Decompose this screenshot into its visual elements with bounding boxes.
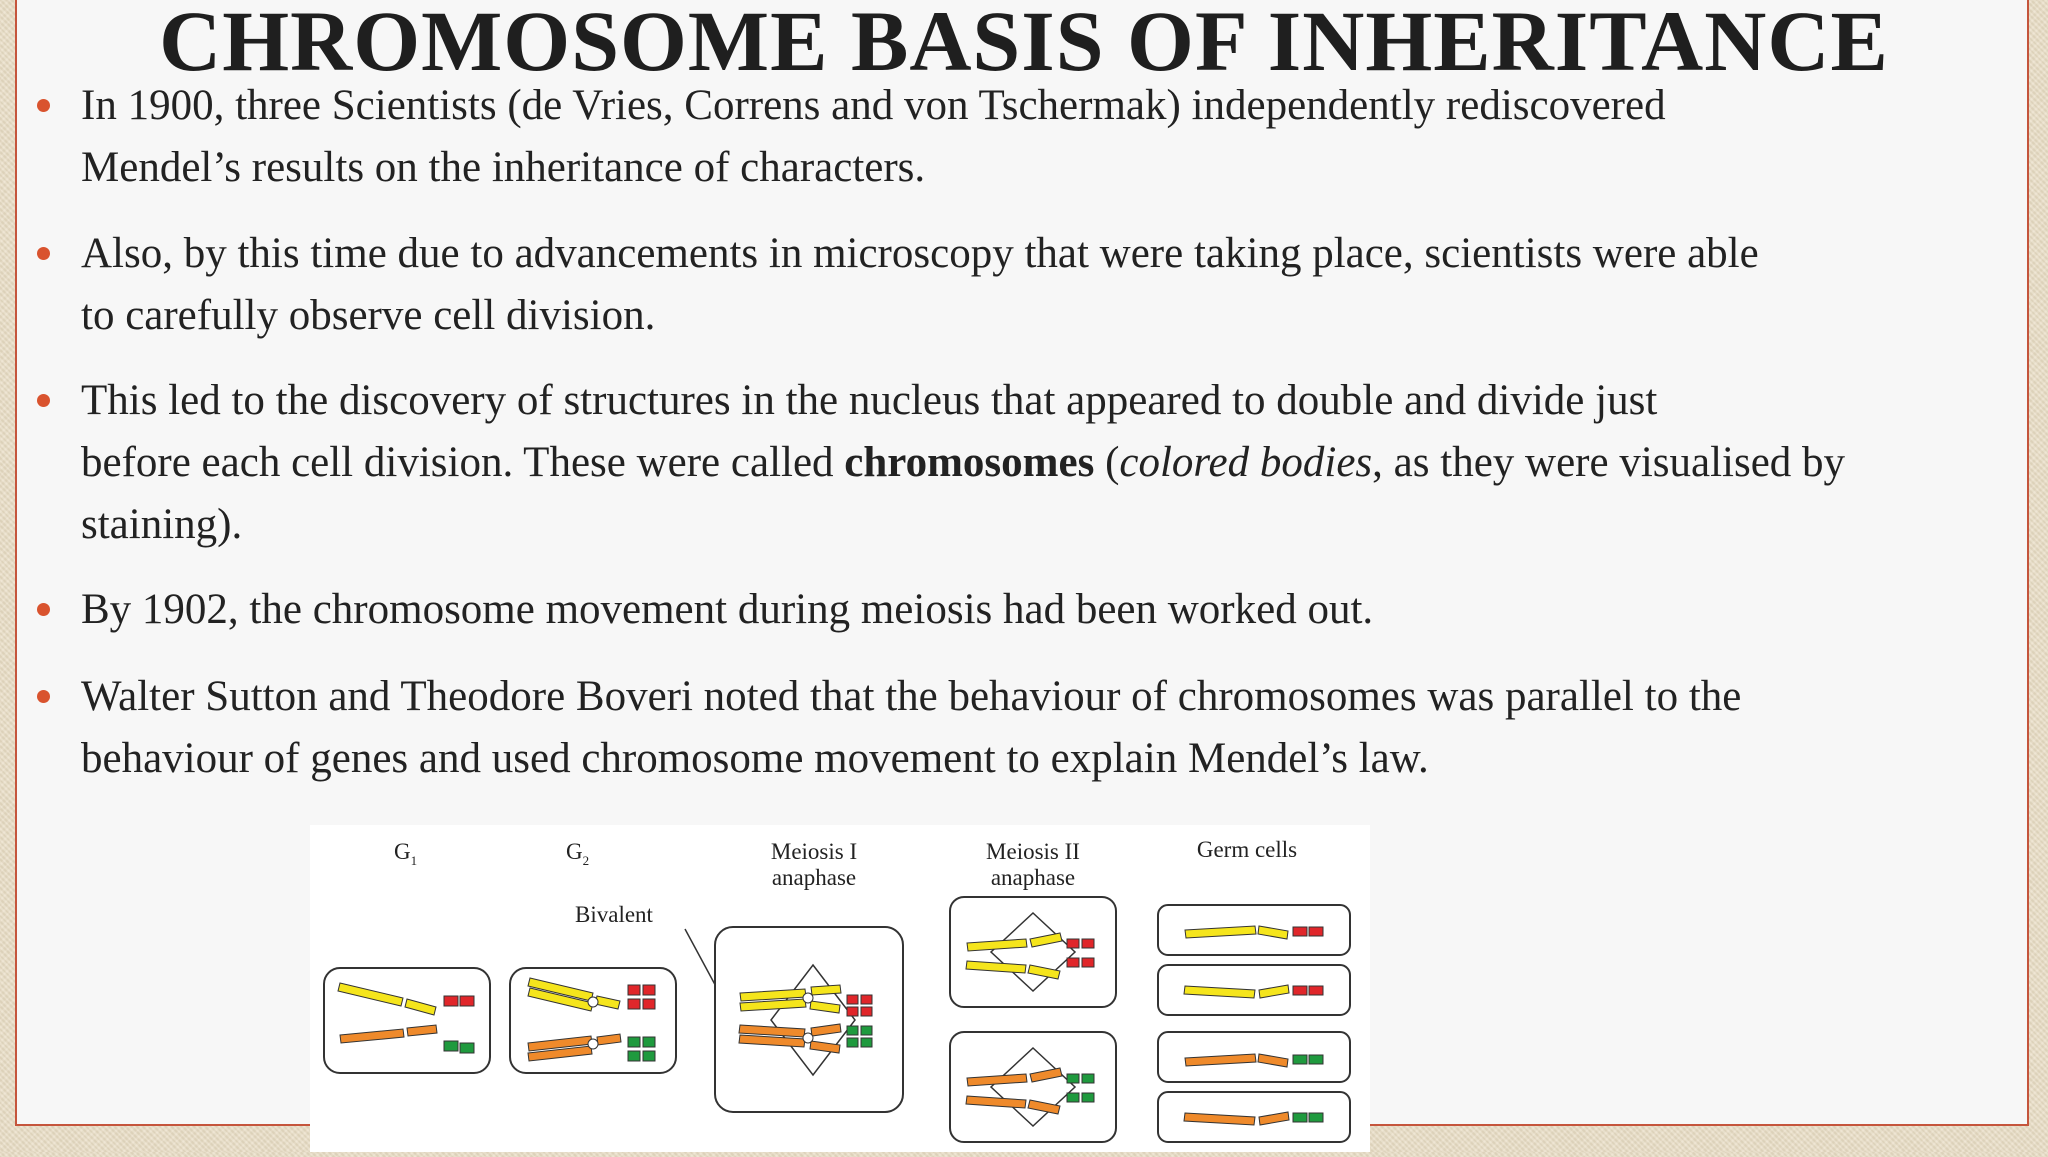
chromosome-green: [1293, 1055, 1307, 1064]
chromosome-red: [1067, 939, 1079, 948]
label-meiosis1-line1: Meiosis I: [770, 839, 858, 864]
chromosome-green: [460, 1043, 474, 1053]
bullet-text-1: In 1900, three Scientists (de Vries, Correns and von Tschermak) independently rediscovered Mendel’s results on the inheritance of characters.: [81, 82, 1666, 191]
chromosome-red: [643, 999, 655, 1009]
chromosome-red: [460, 996, 474, 1006]
cell-g1: [324, 968, 490, 1073]
bullet-3-text-after: , as they were visualised by staining).: [81, 439, 1846, 548]
chromosome-green: [861, 1038, 872, 1047]
label-meiosis2-line1: Meiosis II: [986, 839, 1080, 864]
chromosome-green: [1082, 1074, 1094, 1083]
chromosome-green: [1067, 1093, 1079, 1102]
chromosome-green: [444, 1041, 458, 1051]
chromosome-green: [861, 1026, 872, 1035]
label-meiosis2-line2: anaphase: [990, 865, 1076, 890]
bullet-dot-icon: [37, 99, 50, 112]
bullet-dot-icon: [37, 394, 50, 407]
bullet-text-4: By 1902, the chromosome movement during meiosis had been worked out.: [81, 586, 1374, 633]
label-g2: $G_2$: [566, 839, 590, 868]
label-germ-cells: Germ cells: [1196, 837, 1298, 862]
bullet-3-text-before: This led to the discovery of structures in the nucleus that appeared to double and divide just before each cell division. These were called: [81, 377, 1658, 486]
chromosome-yellow: [811, 985, 841, 995]
chromosome-green: [1082, 1093, 1094, 1102]
chromosome-red: [861, 995, 872, 1004]
chromosome-red: [847, 995, 858, 1004]
centromere: [803, 993, 813, 1003]
chromosome-green: [643, 1037, 655, 1047]
chromosomes-term: chromosomes: [844, 439, 1095, 486]
chromosome-diagram: [310, 825, 1370, 1152]
chromosome-red: [1293, 927, 1307, 936]
chromosome-green: [1309, 1055, 1323, 1064]
chromosome-red: [1082, 958, 1094, 967]
bullet-3-text-mid: (: [1094, 439, 1120, 486]
bullet-text-2: Also, by this time due to advancements in microscopy that were taking place, scientists were able to carefully observe cell division.: [81, 230, 1759, 339]
colored-bodies-term: colored bodies: [1119, 439, 1373, 486]
chromosome-green: [643, 1051, 655, 1061]
label-g1: $G_1$: [394, 839, 418, 868]
chromosome-red: [1293, 986, 1307, 995]
label-meiosis1-line2: anaphase: [771, 865, 857, 890]
chromosome-green: [628, 1051, 640, 1061]
bullet-dot-icon: [37, 247, 50, 260]
chromosome-green: [847, 1026, 858, 1035]
chromosome-red: [1067, 958, 1079, 967]
chromosome-red: [444, 996, 458, 1006]
chromosome-green: [1067, 1074, 1079, 1083]
slide-title: CHROMOSOME BASIS OF INHERITANCE: [159, 0, 1889, 89]
chromosome-red: [847, 1007, 858, 1016]
bullet-text-5: Walter Sutton and Theodore Boveri noted that the behaviour of chromosomes was parallel to the behaviour of genes and used chromosome movement to explain Mendel’s law.: [81, 673, 1742, 782]
centromere: [803, 1033, 813, 1043]
chromosome-green: [1293, 1113, 1307, 1122]
centromere: [588, 1039, 598, 1049]
chromosome-diagram-svg: [310, 825, 1370, 1152]
label-bivalent: Bivalent: [575, 902, 653, 927]
chromosome-red: [1082, 939, 1094, 948]
chromosome-red: [1309, 986, 1323, 995]
chromosome-red: [628, 985, 640, 995]
bullet-dot-icon: [37, 603, 50, 616]
bullet-dot-icon: [37, 690, 50, 703]
chromosome-green: [628, 1037, 640, 1047]
chromosome-red: [628, 999, 640, 1009]
cell-meiosis1-anaphase: [715, 927, 903, 1112]
centromere: [588, 997, 598, 1007]
bullet-text-3: [81, 370, 1845, 556]
chromosome-red: [643, 985, 655, 995]
chromosome-green: [847, 1038, 858, 1047]
chromosome-red: [861, 1007, 872, 1016]
chromosome-red: [1309, 927, 1323, 936]
chromosome-green: [1309, 1113, 1323, 1122]
